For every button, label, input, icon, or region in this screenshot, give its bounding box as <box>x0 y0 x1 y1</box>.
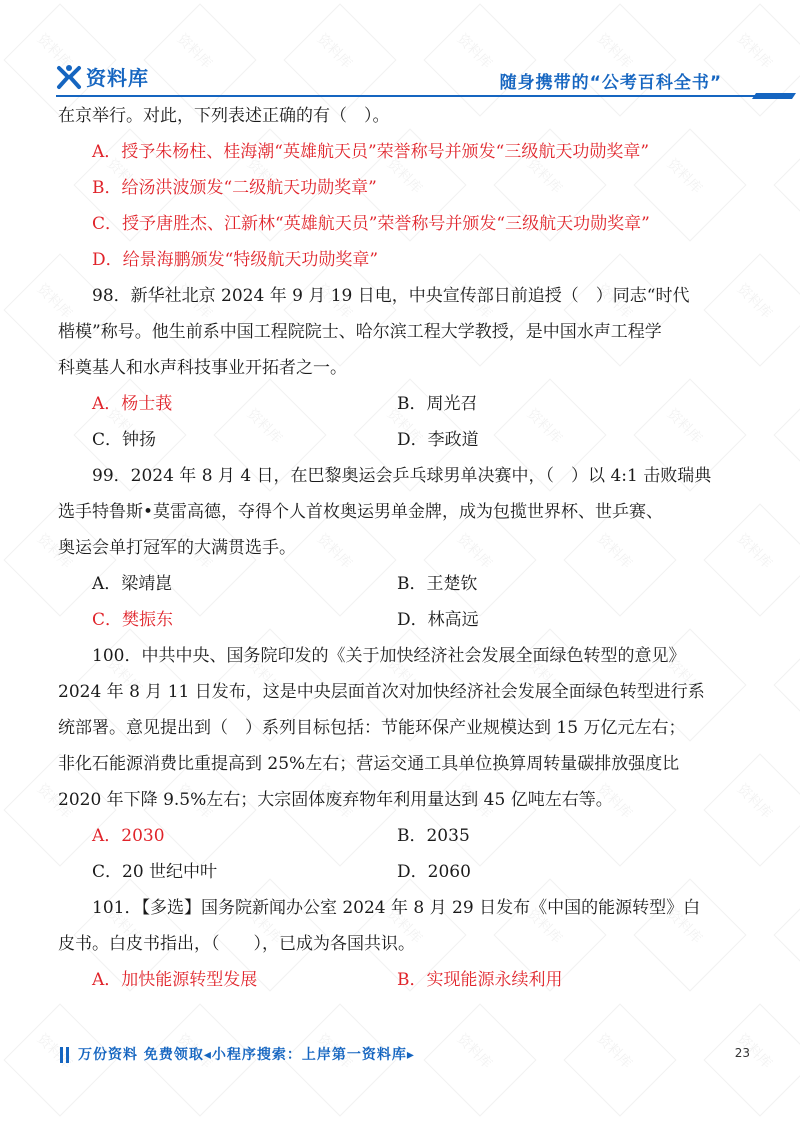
q99-options-row <box>58 566 748 602</box>
q97-option-c: C．授予唐胜杰、江新林“英雄航天员”荣誉称号并颁发“三级航天功勋奖章” <box>92 214 650 234</box>
q101-stem-line: 皮书。白皮书指出，（ ），已成为各国共识。 <box>58 934 415 954</box>
page-header <box>56 58 746 94</box>
header-slogan: 随身携带的“公考百科全书” <box>499 73 722 93</box>
q100-stem-line: 2024 年 8 月 11 日发布，这是中央层面首次对加快经济社会发展全面绿色转型进行系 <box>58 682 705 702</box>
watermark-mark <box>773 378 800 491</box>
q98-options-row <box>58 386 748 422</box>
q99-stem-line: 99．2024 年 8 月 4 日，在巴黎奥运会乒乓球男单决赛中，（ ）以 4:1 击败瑞典 <box>92 466 712 486</box>
logo-text: 资料库 <box>86 66 149 90</box>
question-content <box>58 98 748 998</box>
q99-options-row <box>58 602 748 638</box>
q99-option-d: D．林高远 <box>397 610 479 630</box>
q98-options-row <box>58 422 748 458</box>
q100-option-b: B．2035 <box>397 826 470 846</box>
q98-option-b: B．周光召 <box>397 394 478 414</box>
q100-stem-line: 100．中共中央、国务院印发的《关于加快经济社会发展全面绿色转型的意见》 <box>92 646 686 666</box>
page-number: 23 <box>734 1046 750 1060</box>
watermark-mark <box>773 128 800 241</box>
q100-option-a: A．2030 <box>92 826 165 846</box>
q97-option-d: D．给景海鹏颁发“特级航天功勋奖章” <box>92 250 379 270</box>
page-footer <box>60 1040 750 1070</box>
q99-option-b: B．王楚钦 <box>397 574 478 594</box>
q100-stem-line: 统部署。意见提出到（ ）系列目标包括：节能环保产业规模达到 15 万亿元左右； <box>58 718 686 738</box>
q97-option-b: B．给汤洪波颁发“二级航天功勋奖章” <box>92 178 377 198</box>
q100-options-row <box>58 818 748 854</box>
logo-x-icon <box>56 64 82 90</box>
q97-stem-tail: 在京举行。对此，下列表述正确的有（ ）。 <box>58 106 390 126</box>
q101-stem-line: 101．【多选】国务院新闻办公室 2024 年 8 月 29 日发布《中国的能源转型》白 <box>92 898 701 918</box>
q100-option-d: D．2060 <box>397 862 471 882</box>
q98-option-d: D．李政道 <box>397 430 479 450</box>
watermark-mark <box>773 878 800 991</box>
footer-promo-text: 万份资料 免费领取◂小程序搜索：上岸第一资料库▸ <box>78 1047 415 1063</box>
q98-option-c: C．钟扬 <box>92 430 157 450</box>
q99-stem-line: 奥运会单打冠军的大满贯选手。 <box>58 538 296 558</box>
logo <box>56 62 149 91</box>
q100-option-c: C．20 世纪中叶 <box>92 862 218 882</box>
q101-option-a: A．加快能源转型发展 <box>92 970 258 990</box>
q100-options-row <box>58 854 748 890</box>
q99-option-c: C．樊振东 <box>92 610 174 630</box>
q100-stem-line: 2020 年下降 9.5%左右；大宗固体废弃物年利用量达到 45 亿吨左右等。 <box>58 790 613 810</box>
q101-options-row <box>58 962 748 998</box>
q97-option-a: A．授予朱杨柱、桂海潮“英雄航天员”荣誉称号并颁发“三级航天功勋奖章” <box>92 142 650 162</box>
q99-option-a: A．梁靖崑 <box>92 574 173 594</box>
q98-stem-line: 楷模”称号。他生前系中国工程院院士、哈尔滨工程大学教授，是中国水声工程学 <box>58 322 662 342</box>
q98-option-a: A．杨士莪 <box>92 394 173 414</box>
footer-bars-icon <box>60 1047 69 1063</box>
q99-stem-line: 选手特鲁斯•莫雷高德，夺得个人首枚奥运男单金牌，成为包揽世界杯、世乒赛、 <box>58 502 664 522</box>
q101-option-b: B．实现能源永续利用 <box>397 970 563 990</box>
q98-stem-line: 98．新华社北京 2024 年 9 月 19 日电，中央宣传部日前追授（ ）同志“时代 <box>92 286 690 306</box>
q100-stem-line: 非化石能源消费比重提高到 25%左右；营运交通工具单位换算周转量碳排放强度比 <box>58 754 680 774</box>
q98-stem-line: 科奠基人和水声科技事业开拓者之一。 <box>58 358 347 378</box>
watermark-mark <box>773 628 800 741</box>
